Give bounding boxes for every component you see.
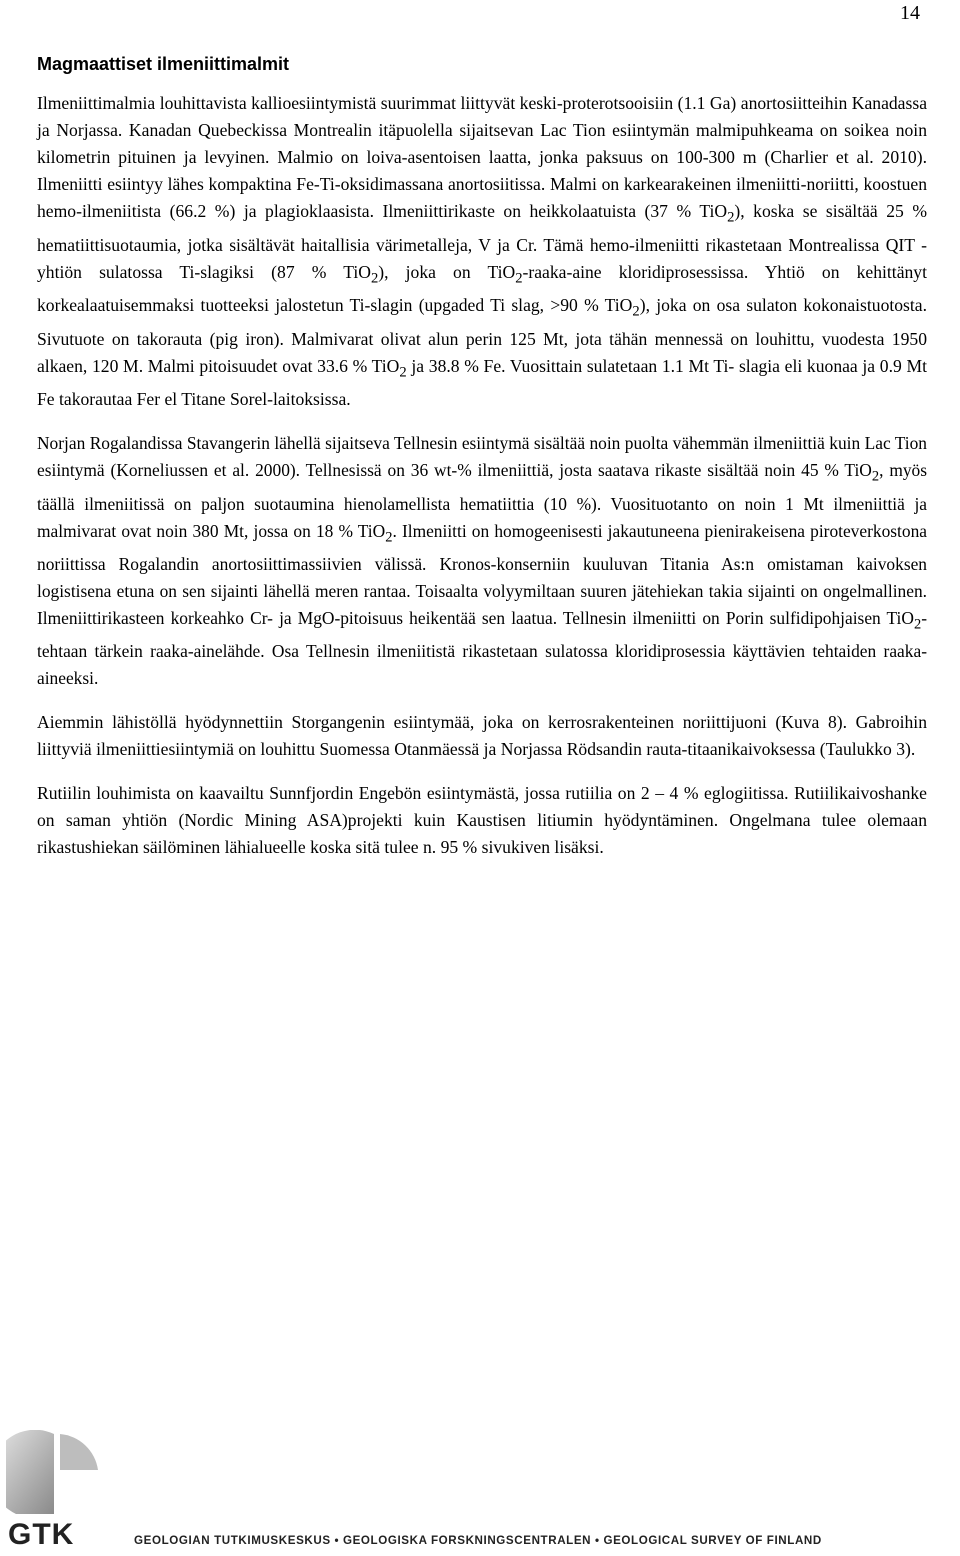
page-footer bbox=[0, 1430, 960, 1556]
organization-line: GEOLOGIAN TUTKIMUSKESKUS • GEOLOGISKA FORSKNINGSCENTRALEN • GEOLOGICAL SURVEY OF FINLAND bbox=[134, 1534, 822, 1547]
page-number: 14 bbox=[900, 2, 920, 24]
section-heading: Magmaattiset ilmeniittimalmit bbox=[37, 54, 290, 74]
paragraph-tellnes: Norjan Rogalandissa Stavangerin lähellä sijaitseva Tellnesin esiintymä sisältää noin puolta vähemmän ilmeniittiä kuin Lac Tion esiintymä (Korneliussen et al. 2000). Tellnesissä on 36 wt-% ilmeniittiä, josta saatava rikaste sisältää noin 45 % TiO$_2$, myös täällä ilmeniitissä on paljon suotaumina hienolamellista hematiittia (10 %). Vuosituotanto on noin 1 Mt ilmeniittiä ja malmivarat ovat noin 380 Mt, jossa on 18 % TiO$_2$. Ilmeniitti on homogeenisesti jakautuneena pienirakeisena piroteverkostona noriittissa Rogalandin anortosiittimassiivien välissä. Kronos-konserniin kuuluvan Titania As:n omistaman kaivoksen logistisena etuna on sen sijainti lähellä meren rantaa. Toisaalta volyymiltaan suuren jätehiekan takia sijainti on ongelmallinen. Ilmeniittirikasteen korkeahko Cr- ja MgO-pitoisuus heikentää sen laatua. Tellnesin ilmeniitti on Porin sulfidipohjaisen TiO$_2$-tehtaan tärkein raaka-ainelähde. Osa Tellnesin ilmeniitistä rikastetaan sulatossa kloridiprosessia käyttävien tehtaiden raaka-aineeksi. bbox=[37, 433, 927, 689]
gtk-logo-text: GTK bbox=[8, 1518, 75, 1551]
document-body bbox=[37, 52, 927, 878]
paragraph-storgangen: Aiemmin lähistöllä hyödynnettiin Storgangenin esiintymää, joka on kerrosrakenteinen noriittijuoni (Kuva 8). Gabroihin liittyviä ilmeniittiesiintymiä on louhittu Suomessa Otanmäessä ja Norjassa Rödsandin rauta-titaanikaivoksessa (Taulukko 3). bbox=[37, 712, 927, 760]
paragraph-lac-tio: Ilmeniittimalmia louhittavista kallioesiintymistä suurimmat liittyvät keski-proterotsooisiin (1.1 Ga) anortosiitteihin Kanadassa ja Norjassa. Kanadan Quebeckissa Montrealin itäpuolella sijaitsevan Lac Tion esiintymän malmipuhkeama on soikea noin kilometrin pituinen ja levyinen. Malmio on loiva-asentoisen laatta, jonka paksuus on 100-300 m (Charlier et al. 2010). Ilmeniitti esiintyy lähes kompaktina Fe-Ti-oksidimassana anortosiitissa. Malmi on karkearakeinen ilmeniitti-noriitti, koostuen hemo-ilmeniitista (66.2 %) ja plagioklaasista. Ilmeniittirikaste on heikkolaatuista (37 % TiO$_2$), koska se sisältää 25 % hematiittisuotaumia, jotka sisältävät haitallisia värimetalleja, V ja Cr. Tämä hemo-ilmeniitti rikastetaan Montrealissa QIT -yhtiön sulatossa Ti-slagiksi (87 % TiO$_2$), joka on TiO$_2$-raaka-aine kloridiprosessissa. Yhtiö on kehittänyt korkealaatuisemmaksi tuotteeksi jalostetun Ti-slagin (upgaded Ti slag, >90 % TiO$_2$), joka on osa sulaton kokonaistuotosta. Sivutuote on takorauta (pig iron). Malmivarat olivat alun perin 125 Mt, jota tähän mennessä on louhittu, vuodesta 1950 alkaen, 120 M. Malmi pitoisuudet ovat 33.6 % TiO$_2$ ja 38.8 % Fe. Vuosittain sulatetaan 1.1 Mt Ti- slagia eli kuonaa ja 0.9 Mt Fe takorautaa Fer el Titane Sorel-laitoksissa. bbox=[37, 93, 927, 410]
gtk-logo-icon bbox=[6, 1430, 102, 1516]
paragraph-engebo: Rutiilin louhimista on kaavailtu Sunnfjordin Engebön esiintymästä, jossa rutiilia on 2 – 4 % eglogiitissa. Rutiilikaivoshanke on saman yhtiön (Nordic Mining ASA)projekti kuin Kaustisen litiumin hyödyntäminen. Ongelmana tulee olemaan rikastushiekan säilöminen lähialueelle koska sitä tulee n. 95 % sivukiven lisäksi. bbox=[37, 783, 927, 858]
